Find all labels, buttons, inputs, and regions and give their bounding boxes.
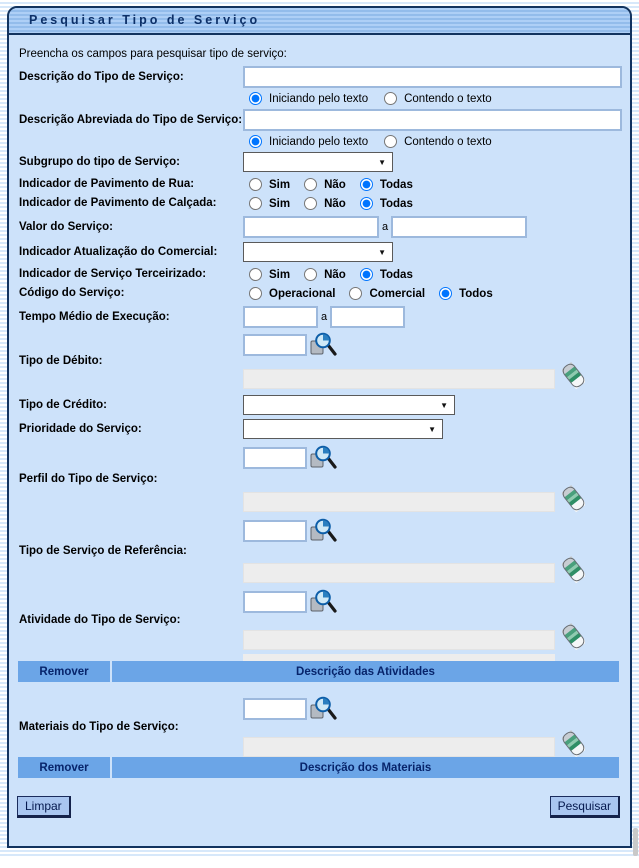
- avg-time-connector: a: [321, 311, 328, 323]
- service-materials-code-input[interactable]: [243, 698, 307, 720]
- service-materials-label: Materiais do Tipo de Serviço:: [19, 721, 179, 733]
- chevron-down-icon: ▼: [378, 157, 386, 167]
- avg-time-to-input[interactable]: [330, 306, 405, 328]
- outsourced-yes-label: Sim: [269, 268, 291, 281]
- sidewalk-paving-label: Indicador de Pavimento de Calçada:: [19, 197, 217, 209]
- outsourced-all-radio[interactable]: [360, 268, 373, 281]
- sidewalk-paving-yes-radio[interactable]: [249, 197, 262, 210]
- abbrev-containing-text-radio[interactable]: [384, 135, 397, 148]
- intro-text: Preencha os campos para pesquisar tipo de serviço:: [19, 48, 287, 60]
- service-profile-label: Perfil do Tipo de Serviço:: [19, 473, 158, 485]
- credit-type-select[interactable]: [243, 395, 455, 415]
- commercial-update-select[interactable]: [243, 242, 393, 262]
- abbrev-starting-text-radio[interactable]: [249, 135, 262, 148]
- service-value-to-input[interactable]: [391, 216, 527, 238]
- service-code-label: Código do Serviço:: [19, 287, 125, 299]
- outsourced-yes-radio[interactable]: [249, 268, 262, 281]
- code-commercial-label: Comercial: [369, 287, 426, 300]
- code-all-radio[interactable]: [439, 287, 452, 300]
- sidewalk-paving-all-label: Todas: [379, 197, 413, 210]
- service-activity-eraser-icon[interactable]: [562, 623, 585, 650]
- street-paving-all-label: Todas: [379, 178, 413, 191]
- street-paving-no-label: Não: [324, 178, 346, 191]
- commercial-update-label: Indicador Atualização do Comercial:: [19, 245, 218, 258]
- service-profile-search-icon[interactable]: [310, 445, 337, 470]
- search-button[interactable]: Pesquisar: [550, 796, 620, 818]
- abbrev-description-input[interactable]: [243, 109, 622, 131]
- service-description-input[interactable]: [243, 66, 622, 88]
- street-paving-yes-label: Sim: [269, 178, 291, 191]
- service-description-label: Descrição do Tipo de Serviço:: [19, 70, 184, 83]
- sidewalk-paving-yes-label: Sim: [269, 197, 291, 210]
- activities-remove-column-header: Remover: [18, 661, 110, 682]
- street-paving-label: Indicador de Pavimento de Rua:: [19, 178, 195, 190]
- chevron-down-icon: ▼: [440, 400, 448, 410]
- credit-type-label: Tipo de Crédito:: [19, 398, 107, 411]
- desc-starting-text-radio[interactable]: [249, 92, 262, 105]
- reference-service-eraser-icon[interactable]: [562, 556, 585, 583]
- code-operational-radio[interactable]: [249, 287, 262, 300]
- materials-remove-column-header: Remover: [18, 757, 110, 778]
- service-profile-eraser-icon[interactable]: [562, 485, 585, 512]
- debit-type-code-input[interactable]: [243, 334, 307, 356]
- reference-service-search-icon[interactable]: [310, 518, 337, 543]
- sidewalk-paving-no-radio[interactable]: [304, 197, 317, 210]
- street-paving-no-radio[interactable]: [304, 178, 317, 191]
- abbrev-description-label: Descrição Abreviada do Tipo de Serviço:: [19, 113, 243, 126]
- subgroup-label: Subgrupo do tipo de Serviço:: [19, 155, 180, 168]
- service-priority-select[interactable]: [243, 419, 443, 439]
- street-paving-yes-radio[interactable]: [249, 178, 262, 191]
- service-priority-label: Prioridade do Serviço:: [19, 422, 142, 435]
- chevron-down-icon: ▼: [428, 424, 436, 434]
- chevron-down-icon: ▼: [378, 247, 386, 257]
- subgroup-select[interactable]: [243, 152, 393, 172]
- street-paving-all-radio[interactable]: [360, 178, 373, 191]
- desc-containing-text-radio[interactable]: [384, 92, 397, 105]
- service-value-from-input[interactable]: [243, 216, 379, 238]
- activities-description-column-header: Descrição das Atividades: [112, 661, 619, 682]
- materials-table-header: [18, 757, 619, 778]
- desc-starting-text-label: Iniciando pelo texto: [269, 92, 369, 105]
- outsourced-no-radio[interactable]: [304, 268, 317, 281]
- code-operational-label: Operacional: [269, 287, 336, 300]
- service-activity-code-input[interactable]: [243, 591, 307, 613]
- scrollbar-sliver[interactable]: [633, 828, 638, 856]
- outsourced-no-label: Não: [324, 268, 346, 281]
- outsourced-all-label: Todas: [379, 268, 413, 281]
- reference-service-label: Tipo de Serviço de Referência:: [19, 545, 187, 557]
- reference-service-code-input[interactable]: [243, 520, 307, 542]
- sidewalk-paving-no-label: Não: [324, 197, 346, 210]
- service-value-connector: a: [382, 221, 389, 233]
- code-all-label: Todos: [459, 287, 493, 300]
- service-activity-label: Atividade do Tipo de Serviço:: [19, 614, 181, 626]
- activity-description-partial-field: [243, 654, 555, 661]
- code-commercial-radio[interactable]: [349, 287, 362, 300]
- desc-containing-text-label: Contendo o texto: [404, 92, 492, 105]
- service-activity-search-icon[interactable]: [310, 589, 337, 614]
- activities-table-header: [18, 661, 619, 682]
- service-materials-search-icon[interactable]: [310, 696, 337, 721]
- debit-type-search-icon[interactable]: [310, 332, 337, 357]
- service-activity-description-field: [243, 630, 555, 650]
- page-title: Pesquisar Tipo de Serviço: [9, 8, 630, 35]
- service-profile-description-field: [243, 492, 555, 512]
- debit-type-description-field: [243, 369, 555, 389]
- service-value-label: Valor do Serviço:: [19, 220, 113, 233]
- materials-description-column-header: Descrição dos Materiais: [112, 757, 619, 778]
- sidewalk-paving-all-radio[interactable]: [360, 197, 373, 210]
- reference-service-description-field: [243, 563, 555, 583]
- service-materials-description-field: [243, 737, 555, 757]
- avg-execution-time-label: Tempo Médio de Execução:: [19, 310, 170, 323]
- avg-time-from-input[interactable]: [243, 306, 318, 328]
- service-profile-code-input[interactable]: [243, 447, 307, 469]
- abbrev-containing-text-label: Contendo o texto: [404, 135, 492, 148]
- outsourced-service-label: Indicador de Serviço Terceirizado:: [19, 268, 207, 280]
- abbrev-starting-text-label: Iniciando pelo texto: [269, 135, 369, 148]
- clear-button[interactable]: Limpar: [17, 796, 71, 818]
- debit-type-eraser-icon[interactable]: [562, 362, 585, 389]
- service-materials-eraser-icon[interactable]: [562, 730, 585, 757]
- search-service-type-panel: [7, 6, 632, 848]
- debit-type-label: Tipo de Débito:: [19, 355, 103, 367]
